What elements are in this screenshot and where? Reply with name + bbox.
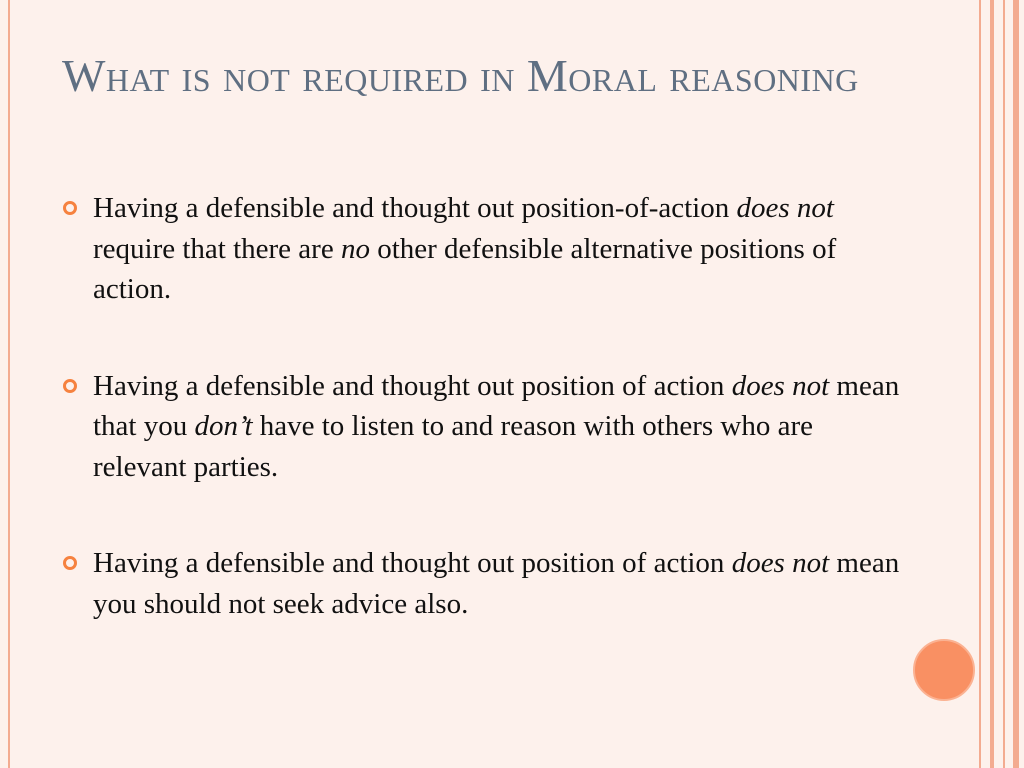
- text-run: Having a defensible and thought out position of action: [93, 547, 732, 579]
- bullet-list: [62, 188, 902, 680]
- frame-right-line-3: [1003, 0, 1005, 768]
- text-run: other defensible alternative positions of action.: [93, 232, 837, 305]
- emphasis-run: does not: [731, 547, 830, 579]
- emphasis-run: no: [340, 232, 370, 265]
- bullet-circle-icon: [63, 556, 77, 570]
- emphasis-run: does not: [736, 192, 834, 224]
- bullet-circle-icon: [63, 379, 77, 393]
- text-run: mean you should not seek advice also.: [93, 547, 900, 620]
- bullet-item: [62, 188, 902, 310]
- bullet-text: [93, 192, 836, 305]
- frame-right-line-4: [1013, 0, 1019, 768]
- text-run: mean that you: [93, 369, 900, 442]
- text-run: have to listen to and reason with others who are relevant parties.: [93, 410, 814, 483]
- decorative-circle-icon: [913, 639, 975, 701]
- bullet-item: [62, 543, 902, 624]
- bullet-circle-icon: [63, 201, 77, 215]
- bullet-item: [62, 366, 902, 488]
- slide-title: What is not required in Moral reasoning: [62, 50, 859, 101]
- text-run: require that there are: [93, 232, 341, 265]
- frame-right-line-2: [990, 0, 994, 768]
- frame-right-line-1: [979, 0, 981, 768]
- emphasis-run: does not: [731, 369, 830, 402]
- text-run: Having a defensible and thought out position of action: [93, 369, 732, 402]
- bullet-text: [93, 370, 899, 483]
- frame-left-line: [8, 0, 10, 768]
- bullet-text: [93, 547, 899, 620]
- emphasis-run: don’t: [194, 410, 253, 442]
- text-run: Having a defensible and thought out position-of-action: [93, 192, 737, 224]
